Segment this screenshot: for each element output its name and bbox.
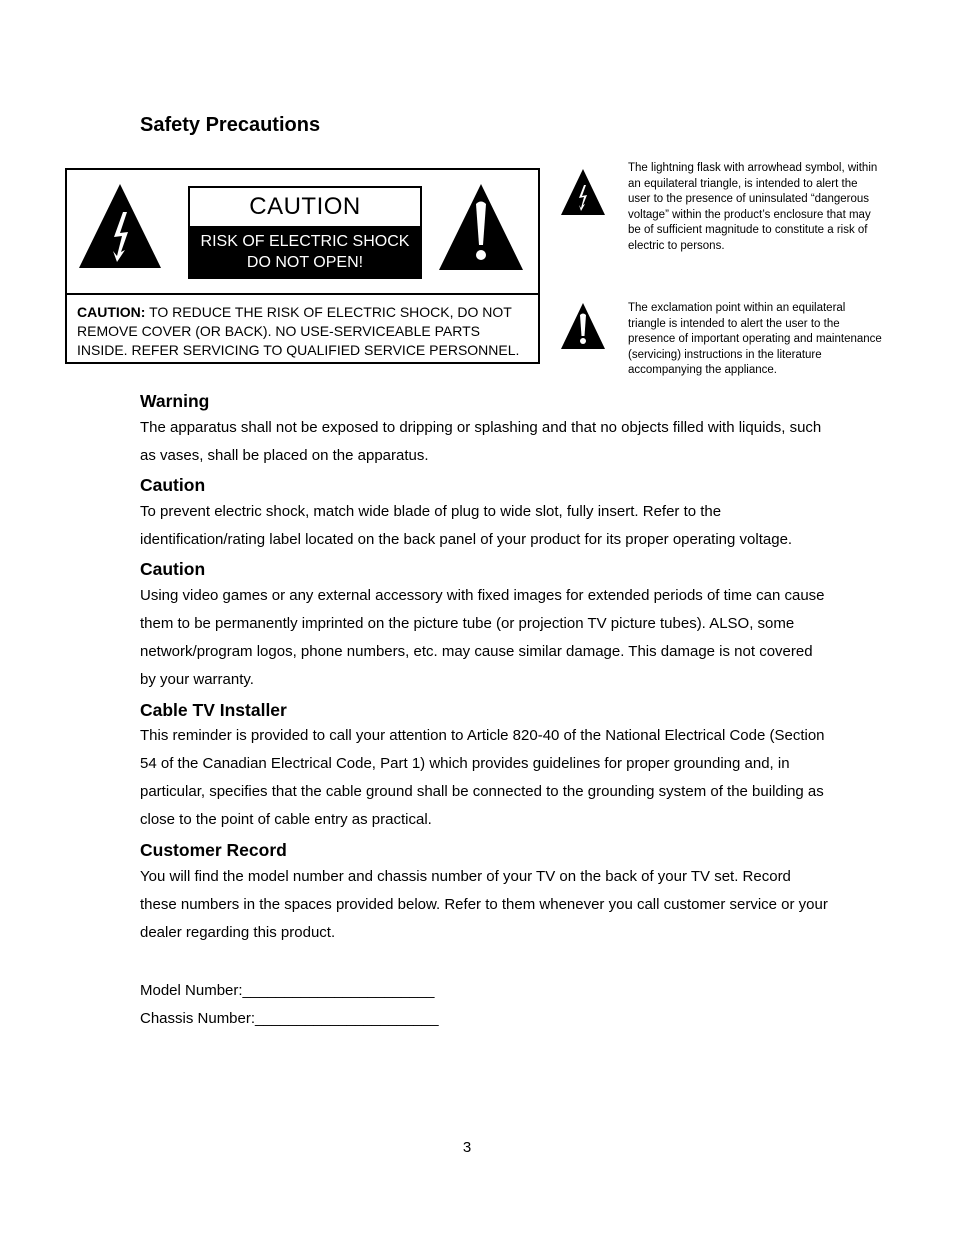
- page-number: 3: [462, 1139, 472, 1156]
- section-heading-caution-plug: Caution: [140, 475, 206, 495]
- exclamation-symbol-description: The exclamation point within an equilateral triangle is intended to alert the user to the presence of important operating and maintenance (servicing) instructions in the literature accompanying the appliance.: [628, 302, 882, 376]
- section-body-customer-record: You will find the model number and chassis number of your TV on the back of your TV set. Record these numbers in the spaces provided below. Refer to them whenever you call customer service or your dealer regarding this product.: [140, 868, 828, 941]
- lightning-symbol-description: The lightning flask with arrowhead symbol, within an equilateral triangle, is intended to alert the user to the presence of uninsulated “dangerous voltage” within the product’s enclosure that may be of sufficient magnitude to constitute a risk of electric to persons.: [628, 162, 878, 252]
- section-heading-customer-record: Customer Record: [140, 840, 287, 860]
- page-title: Safety Precautions: [140, 114, 321, 136]
- caution-box: [65, 168, 540, 364]
- lightning-triangle-icon: [560, 168, 606, 216]
- caution-notice-prefix: CAUTION:: [77, 304, 146, 320]
- section-body-caution-images: Using video games or any external accessory with fixed images for extended periods of time can cause them to be permanently imprinted on the picture tube (or projection TV picture tubes). ALSO, some network/program logos, phone numbers, etc. may cause similar damage. This damage is not covered by your warranty.: [140, 587, 825, 688]
- caution-top-panel: [67, 170, 538, 295]
- caution-label-body: [190, 228, 420, 277]
- caution-label: [188, 186, 422, 279]
- section-heading-cable-tv: Cable TV Installer: [140, 700, 287, 720]
- section-body-warning: The apparatus shall not be exposed to dripping or splashing and that no objects filled with liquids, such as vases, shall be placed on the apparatus.: [140, 419, 822, 464]
- caution-label-line1: RISK OF ELECTRIC SHOCK: [200, 233, 410, 250]
- exclamation-triangle-icon: [560, 302, 606, 350]
- caution-notice: [77, 303, 532, 360]
- model-number-field: Model Number:_______________________: [140, 982, 435, 999]
- section-body-caution-plug: To prevent electric shock, match wide blade of plug to wide slot, fully insert. Refer to the identification/rating label located on the back panel of your product for its proper operating voltage.: [140, 503, 793, 548]
- chassis-number-field: Chassis Number:______________________: [140, 1010, 439, 1027]
- caution-notice-text: TO REDUCE THE RISK OF ELECTRIC SHOCK, DO NOT REMOVE COVER (OR BACK). NO USE-SERVICEABLE PARTS INSIDE. REFER SERVICING TO QUALIFIED SERVICE PERSONNEL.: [77, 304, 520, 358]
- section-body-cable-tv: This reminder is provided to call your attention to Article 820-40 of the National Electrical Code (Section 54 of the Canadian Electrical Code, Part 1) which provides guidelines for proper grounding and, in particular, specifies that the cable ground shall be connected to the grounding system of the building as close to the point of cable entry as practical.: [140, 727, 825, 828]
- caution-label-header: CAUTION: [190, 188, 420, 228]
- caution-label-line2: DO NOT OPEN!: [246, 254, 364, 271]
- exclamation-triangle-icon: [437, 182, 525, 272]
- section-heading-warning: Warning: [140, 391, 210, 411]
- lightning-triangle-icon: [77, 182, 163, 270]
- section-heading-caution-images: Caution: [140, 559, 206, 579]
